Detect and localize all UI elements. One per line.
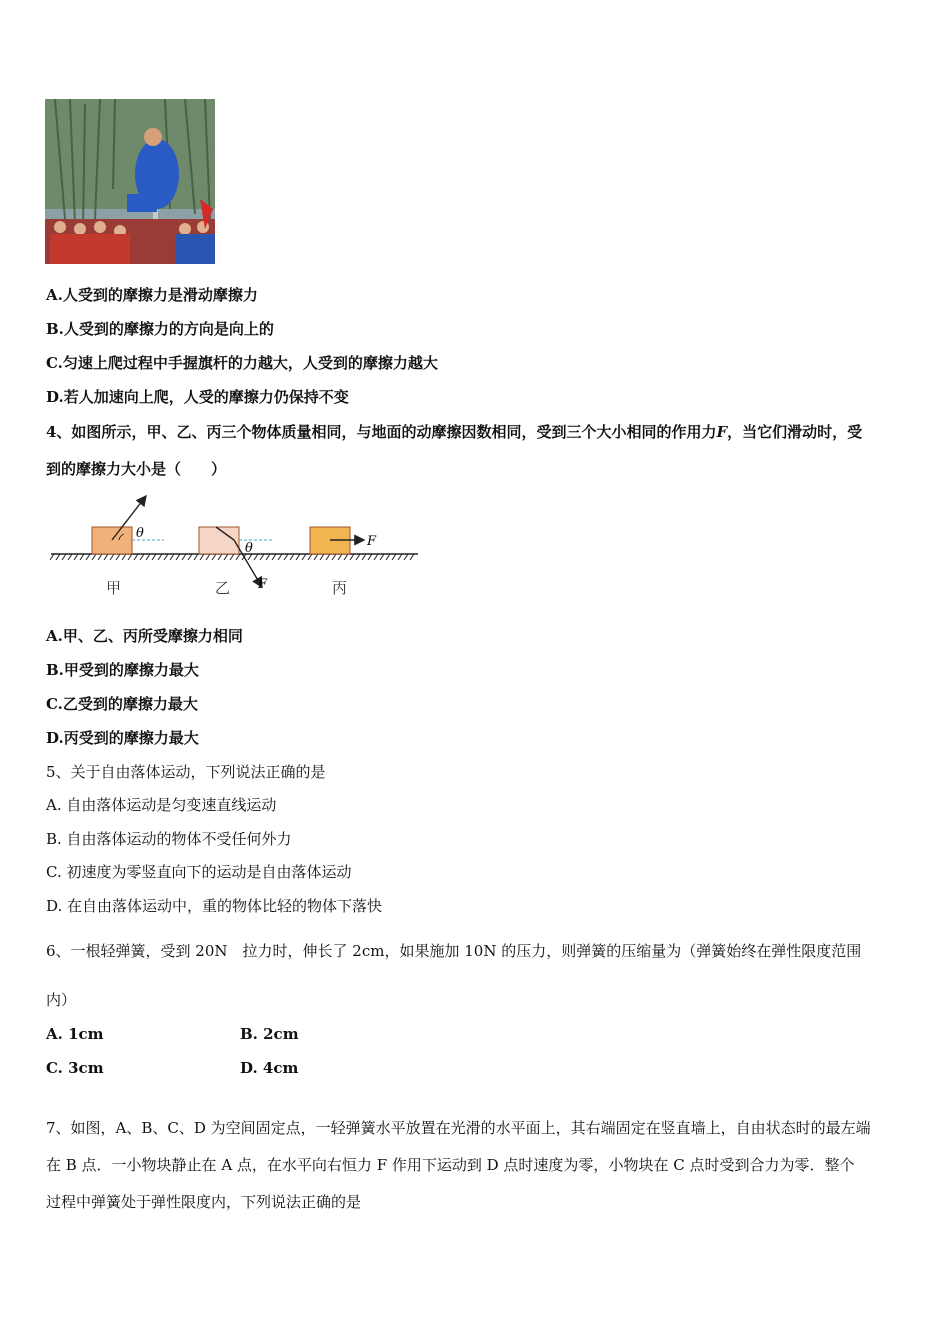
q7-line1: 7、如图，A、B、C、D 为空间固定点，一轻弹簧水平放置在光滑的水平面上，其右端固定在竖直墙上，自由状态时的最左端	[46, 1119, 871, 1137]
q4-option-d: D.丙受到的摩擦力最大	[46, 729, 199, 747]
q6-stem-line2: 内）	[46, 991, 77, 1009]
jia-theta-label: θ	[136, 526, 144, 541]
q6-stem-line1: 6、一根轻弹簧，受到 20N 拉力时，伸长了 2cm，如果施加 10N 的压力，则弹簧的压缩量为（弹簧始终在弹性限度范围	[46, 942, 862, 960]
q3-option-d: D.若人加速向上爬，人受的摩擦力仍保持不变	[46, 388, 349, 406]
q6-option-b: B. 2cm	[240, 1025, 299, 1043]
q7-line3: 过程中弹簧处于弹性限度内，下列说法正确的是	[46, 1193, 362, 1211]
q4-stem-line2: 到的摩擦力大小是（ ）	[46, 460, 227, 478]
q4-option-a: A.甲、乙、丙所受摩擦力相同	[46, 627, 243, 645]
q3-option-b: B.人受到的摩擦力的方向是向上的	[46, 320, 274, 338]
yi-theta-label: θ	[245, 541, 253, 556]
label-jia: 甲	[106, 579, 122, 597]
q3-option-a: A.人受到的摩擦力是滑动摩擦力	[46, 286, 258, 304]
q4-option-c: C.乙受到的摩擦力最大	[46, 695, 198, 713]
yi-force-label: F	[258, 577, 268, 592]
q3-option-c: C.匀速上爬过程中手握旗杆的力越大，人受到的摩擦力越大	[46, 354, 438, 372]
q6-option-c: C. 3cm	[46, 1059, 104, 1077]
label-bing: 丙	[332, 579, 348, 597]
flagpole-climbing-photo	[45, 99, 215, 264]
q7-line2: 在 B 点．一小物块静止在 A 点，在水平向右恒力 F 作用下运动到 D 点时速度为零，小物块在 C 点时受到合力为零．整个	[46, 1156, 855, 1174]
label-yi: 乙	[215, 579, 231, 597]
q5-option-c: C. 初速度为零竖直向下的运动是自由落体运动	[46, 863, 352, 881]
q5-stem: 5、关于自由落体运动，下列说法正确的是	[46, 763, 326, 781]
q4-option-b: B.甲受到的摩擦力最大	[46, 661, 199, 679]
q5-option-a: A. 自由落体运动是匀变速直线运动	[46, 796, 277, 814]
q5-option-b: B. 自由落体运动的物体不受任何外力	[46, 830, 292, 848]
q6-option-d: D. 4cm	[240, 1059, 299, 1077]
bing-force-label: F	[367, 534, 377, 549]
q5-option-d: D. 在自由落体运动中，重的物体比轻的物体下落快	[46, 897, 383, 915]
q6-option-a: A. 1cm	[46, 1025, 104, 1043]
q4-stem-line1: 4、如图所示，甲、乙、丙三个物体质量相同，与地面的动摩擦因数相同，受到三个大小相同的作用力F，当它们滑动时，受	[46, 423, 863, 441]
q4-friction-diagram	[46, 492, 426, 602]
